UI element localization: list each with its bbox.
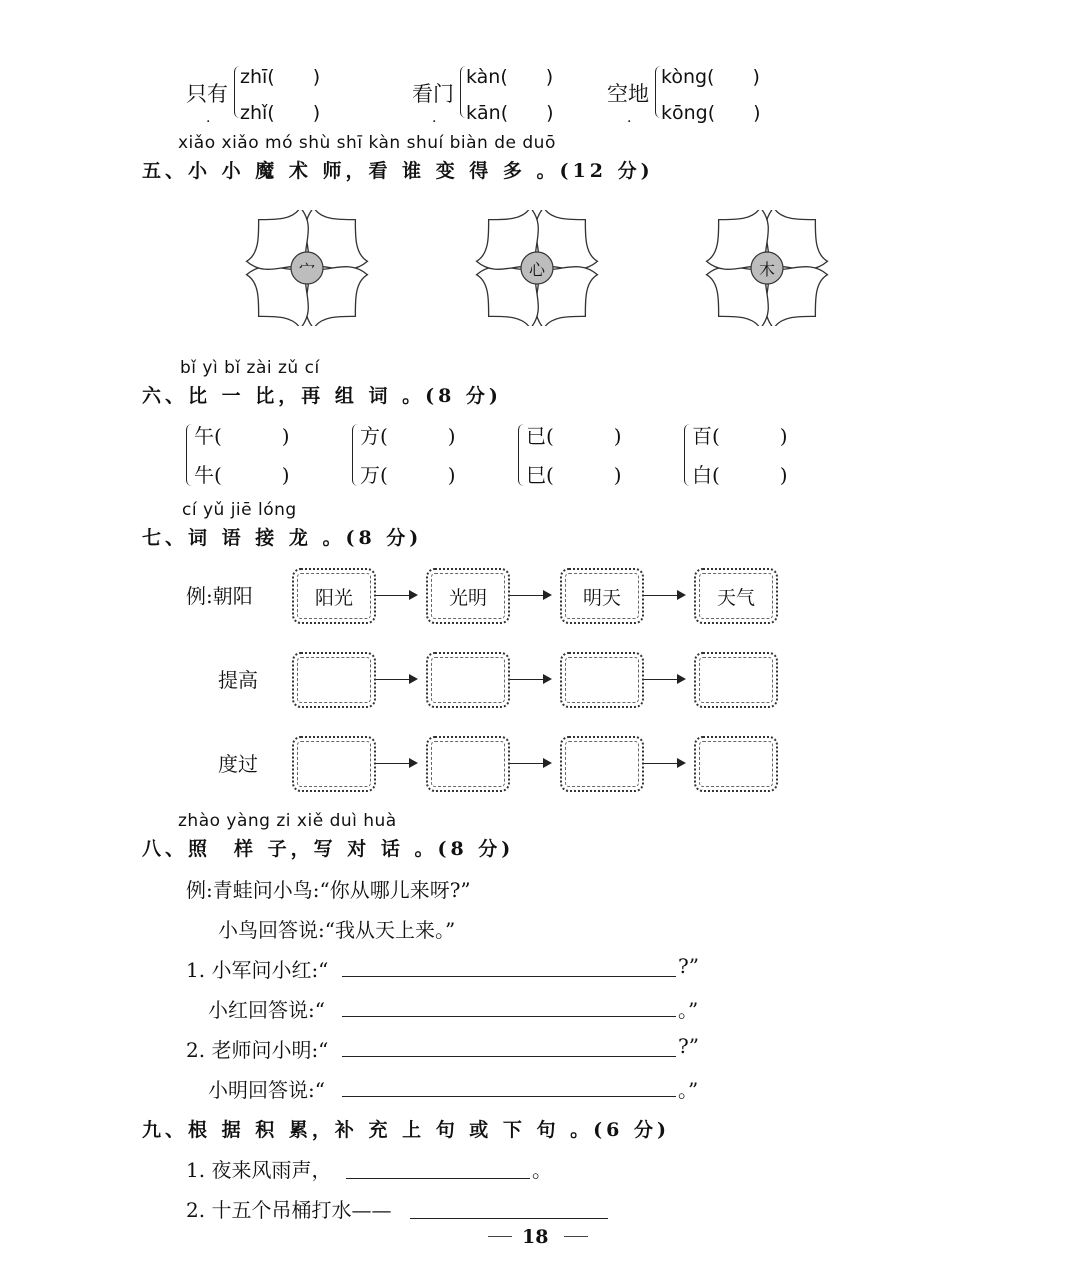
sec6-title: 六、比 一 比，再 组 词 。(8 分) [142,385,502,407]
pair-word-a-3[interactable]: 百( ) [692,424,788,448]
chain-arrow-icon [510,763,550,764]
poly-option-a-2[interactable]: kòng( ) [661,66,760,88]
chain-arrow-icon [376,763,416,764]
chain-row3-label: 度过 [218,752,258,776]
chain-box-r2-c0[interactable] [292,736,376,792]
flower-center-char-0: 宀 [298,260,315,279]
q2-ask-blank[interactable] [342,1056,676,1057]
pair-word-b-0[interactable]: 牛( ) [194,463,290,487]
pair-word-a-0[interactable]: 午( ) [194,424,290,448]
pair-brace-1 [352,424,360,486]
q2-answer-end: 。” [678,1078,699,1102]
q2-ask-end: ?” [678,1034,699,1058]
flower-2 [705,210,829,326]
chain-arrow-icon [644,763,684,764]
poem-q2-label: 2. 十五个吊桶打水—— [186,1198,392,1222]
pair-word-b-1[interactable]: 万( ) [360,463,456,487]
sec9-title: 九、根 据 积 累，补 充 上 句 或 下 句 。(6 分) [142,1119,670,1141]
dialog-example-2: 小鸟回答说:“我从天上来。” [218,918,456,942]
dialog-example-1: 例:青蛙问小鸟:“你从哪儿来呀?” [186,878,471,902]
pair-word-a-1[interactable]: 方( ) [360,424,456,448]
q1-ask-label: 1. 小军问小红:“ [186,958,329,982]
page-rule-right [564,1236,588,1237]
poly-option-a-0[interactable]: zhī( ) [240,66,321,88]
sec8-pinyin: zhào yàng zi xiě duì huà [178,811,397,831]
chain-box-r2-c1[interactable] [426,736,510,792]
pair-word-b-2[interactable]: 巳( ) [526,463,622,487]
poly-option-b-0[interactable]: zhǐ( ) [240,102,321,124]
chain-box-r1-c1[interactable] [426,652,510,708]
flower-center-char-2: 木 [758,260,775,279]
poem-q1-label: 1. 夜来风雨声， [186,1158,332,1182]
flower-1 [475,210,599,326]
q1-ask-end: ?” [678,954,699,978]
chain-arrow-icon [510,679,550,680]
chain-arrow-icon [644,595,684,596]
pair-brace-3 [684,424,692,486]
emphasis-dot-1: · [432,114,437,130]
poem-q2-blank[interactable] [410,1218,608,1219]
emphasis-dot-0: · [206,114,211,130]
sec5-pinyin: xiǎo xiǎo mó shù shī kàn shuí biàn de duō [178,133,556,153]
q1-ask-blank[interactable] [342,976,676,977]
poly-word-2: 空地 [607,82,649,106]
pair-word-a-2[interactable]: 已( ) [526,424,622,448]
poem-q1-end: 。 [532,1158,552,1182]
q2-answer-label: 小明回答说:“ [208,1078,325,1102]
chain-box-r1-c0[interactable] [292,652,376,708]
chain-arrow-icon [376,679,416,680]
q2-ask-label: 2. 老师问小明:“ [186,1038,329,1062]
q1-answer-blank[interactable] [342,1016,676,1017]
chain-example-label: 例:朝阳 [186,584,253,608]
pair-brace-2 [518,424,526,486]
sec8-title: 八、照 样 子，写 对 话 。(8 分) [142,838,515,860]
q1-answer-label: 小红回答说:“ [208,998,325,1022]
poly-word-0: 只有 [186,82,228,106]
pair-word-b-3[interactable]: 白( ) [692,463,788,487]
chain-box-r0-c2: 明天 [560,568,644,624]
emphasis-dot-2: · [627,114,632,130]
chain-box-r0-c1: 光明 [426,568,510,624]
chain-box-r1-c3[interactable] [694,652,778,708]
chain-box-r2-c2[interactable] [560,736,644,792]
chain-box-r0-c3: 天气 [694,568,778,624]
flower-0 [245,210,369,326]
page-rule-left [488,1236,512,1237]
q2-answer-blank[interactable] [342,1096,676,1097]
poly-option-a-1[interactable]: kàn( ) [466,66,554,88]
poly-word-1: 看门 [412,82,454,106]
flower-center-char-1: 心 [528,260,545,279]
chain-arrow-icon [510,595,550,596]
chain-box-r0-c0: 阳光 [292,568,376,624]
chain-box-r1-c2[interactable] [560,652,644,708]
sec6-pinyin: bǐ yì bǐ zài zǔ cí [180,358,320,378]
poly-option-b-1[interactable]: kān( ) [466,102,554,124]
poem-q1-blank[interactable] [346,1178,530,1179]
sec5-title: 五、小 小 魔 术 师，看 谁 变 得 多 。(12 分) [142,160,654,182]
poly-option-b-2[interactable]: kōng( ) [661,102,761,124]
chain-box-r2-c3[interactable] [694,736,778,792]
chain-row2-label: 提高 [218,668,258,692]
q1-answer-end: 。” [678,998,699,1022]
page-number: 18 [522,1226,549,1248]
sec7-pinyin: cí yǔ jiē lóng [182,500,297,520]
sec7-title: 七、词 语 接 龙 。(8 分) [142,527,423,549]
chain-arrow-icon [644,679,684,680]
chain-arrow-icon [376,595,416,596]
pair-brace-0 [186,424,194,486]
